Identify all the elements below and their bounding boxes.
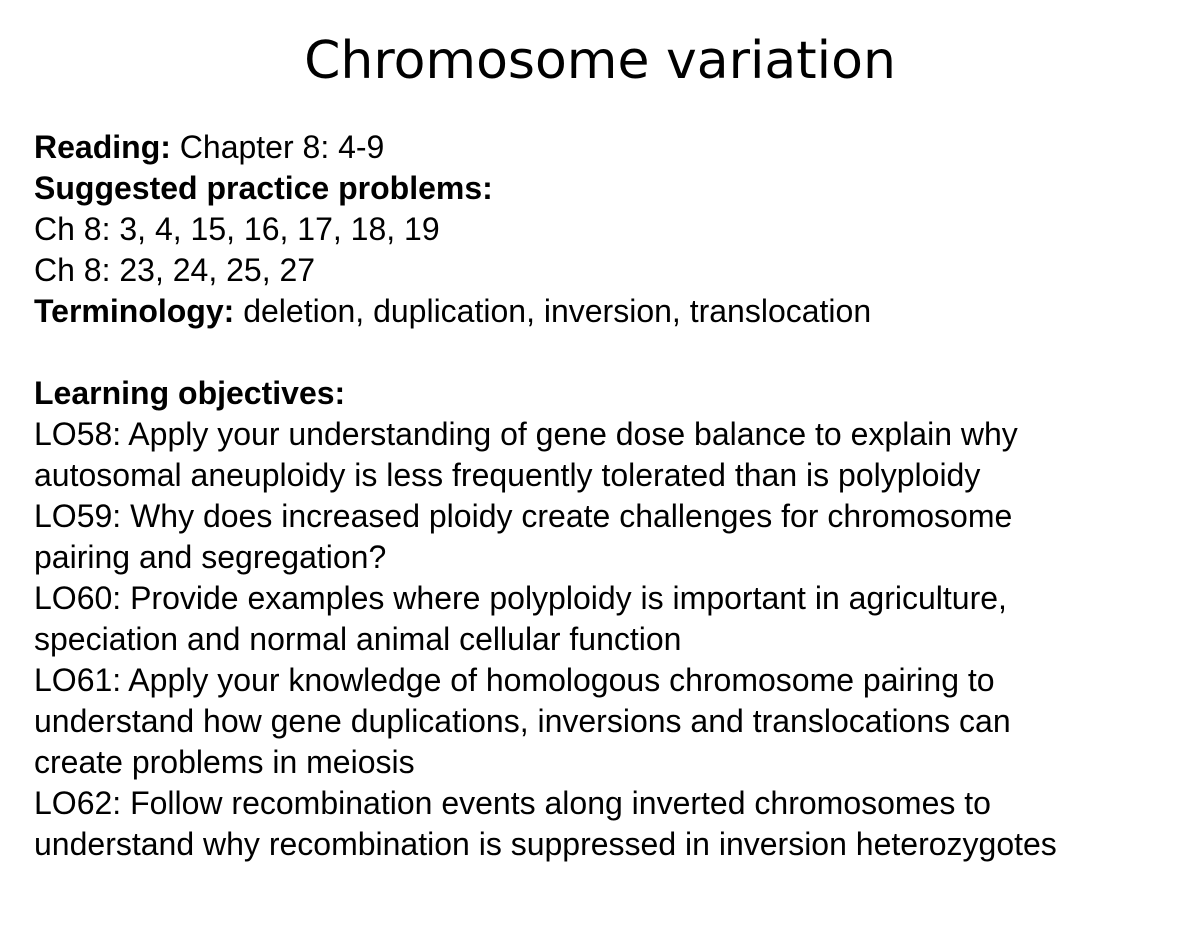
page-title: Chromosome variation bbox=[304, 31, 896, 91]
objective-line: autosomal aneuploidy is less frequently tolerated than is polyploidy bbox=[34, 457, 981, 493]
objective-line: LO62: Follow recombination events along inverted chromosomes to bbox=[34, 785, 991, 821]
objective-line: speciation and normal animal cellular function bbox=[34, 621, 682, 657]
objective-line: understand why recombination is suppressed in inversion heterozygotes bbox=[34, 826, 1057, 862]
practice-line-2: Ch 8: 23, 24, 25, 27 bbox=[34, 252, 316, 288]
slide-body bbox=[34, 127, 1174, 865]
objective-line: understand how gene duplications, inversions and translocations can bbox=[34, 703, 1011, 739]
section-spacer bbox=[34, 332, 1174, 373]
objective-line: create problems in meiosis bbox=[34, 744, 415, 780]
practice-label: Suggested practice problems: bbox=[34, 170, 493, 206]
objectives-label: Learning objectives: bbox=[34, 375, 346, 411]
reading-value: Chapter 8: 4-9 bbox=[170, 129, 385, 165]
objective-lo62 bbox=[34, 783, 1174, 865]
objective-line: LO60: Provide examples where polyploidy is important in agriculture, bbox=[34, 580, 1007, 616]
objective-lo59 bbox=[34, 496, 1174, 578]
objective-lo60 bbox=[34, 578, 1174, 660]
terminology-value: deletion, duplication, inversion, translocation bbox=[234, 293, 872, 329]
reading-line bbox=[34, 127, 1174, 168]
practice-line-1: Ch 8: 3, 4, 15, 16, 17, 18, 19 bbox=[34, 211, 440, 247]
terminology-line bbox=[34, 291, 1174, 332]
objective-line: LO59: Why does increased ploidy create challenges for chromosome bbox=[34, 498, 1013, 534]
objective-line: pairing and segregation? bbox=[34, 539, 387, 575]
terminology-label: Terminology: bbox=[34, 293, 235, 329]
reading-label: Reading: bbox=[34, 129, 171, 165]
objective-lo58 bbox=[34, 414, 1174, 496]
objective-line: LO58: Apply your understanding of gene dose balance to explain why bbox=[34, 416, 1018, 452]
objective-lo61 bbox=[34, 660, 1174, 783]
objective-line: LO61: Apply your knowledge of homologous chromosome pairing to bbox=[34, 662, 995, 698]
